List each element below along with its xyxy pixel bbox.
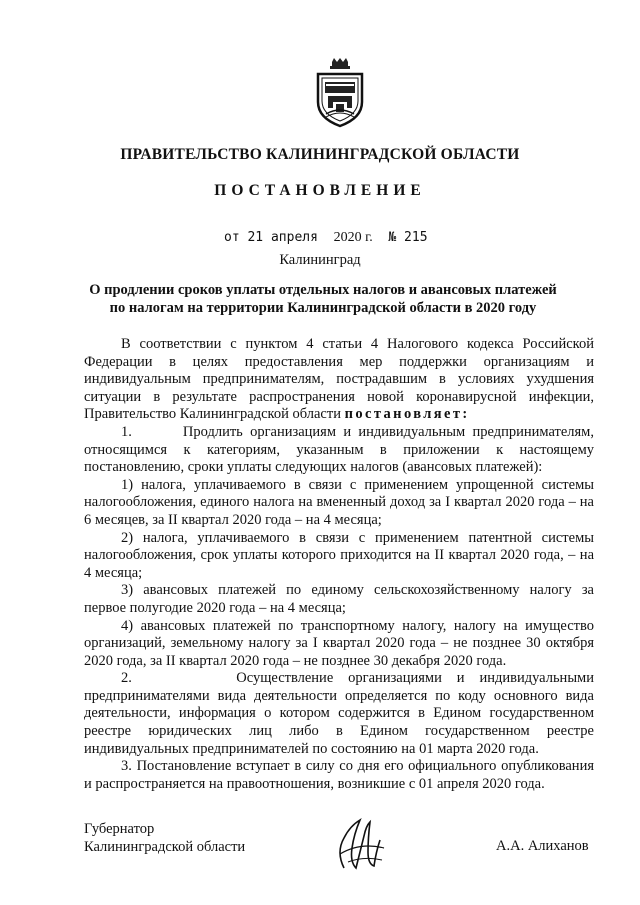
title-line-1: О продлении сроков уплаты отдельных налогов и авансовых платежей <box>89 282 557 298</box>
document-body <box>84 336 594 793</box>
decree-date: от 21 апреля <box>224 230 318 245</box>
document-type: ПОСТАНОВЛЕНИЕ <box>214 182 426 199</box>
date-number-line <box>224 230 428 246</box>
coat-of-arms-emblem <box>314 58 366 128</box>
paragraph-1: 1. Продлить организациям и индивидуальным предпринимателям, относящимся к категориям, указанным в приложении к настоящему постановлению, сроки уплаты следующих налогов (авансовых платежей): <box>84 423 594 476</box>
paragraph-2: 2. Осуществление организациями и индивидуальными предпринимателями вида деятельности определяется по коду основного вида деятельности, информация о котором содержится в Едином государственном реестре юридических лиц либо в Едином государственном реестре индивидуальных предпринимателей по состоянию на 01 марта 2020 года. <box>84 670 594 757</box>
decree-number: № 215 <box>388 230 428 245</box>
paragraph-1-item-3: 3) авансовых платежей по единому сельскохозяйственному налогу за первое полугодие 2020 года – на 4 месяца; <box>84 582 594 616</box>
decree-year: 2020 г. <box>333 230 373 245</box>
decree-word: постановляет: <box>344 406 470 423</box>
paragraph-1-item-1: 1) налога, уплачиваемого в связи с применением упрощенной системы налогообложения, единого налога на вмененный доход за I квартал 2020 года – на 6 месяцев, за II квартал 2020 года – на 4 месяца; <box>84 476 594 528</box>
city: Калининград <box>279 252 361 268</box>
signatory-position <box>84 820 245 856</box>
paragraph-1-item-4: 4) авансовых платежей по транспортному налогу, налогу на имущество организаций, земельному налогу за I квартал 2020 года – не позднее 30 октября 2020 года, за II квартал 2020 года – не позднее 30 декабря 2020 года. <box>84 617 594 669</box>
intro-text: В соответствии с пунктом 4 статьи 4 Налогового кодекса Российской Федерации в целях предоставления мер поддержки организациям и индивидуальным предпринимателям, пострадавшим в условиях ухудшения ситуации в результате распространения новой коронавирусной инфекции, Правительство Калининградской области <box>84 336 594 423</box>
title-line-2: по налогам на территории Калининградской области в 2020 году <box>109 300 537 316</box>
position-line-2: Калининградской области <box>84 839 246 855</box>
paragraph-3: 3. Постановление вступает в силу со дня его официального опубликования и распространяется на правоотношения, возникшие с 01 апреля 2020 года. <box>84 758 594 792</box>
position-line-1: Губернатор <box>84 821 155 837</box>
handwritten-signature <box>330 812 390 872</box>
document-title <box>88 281 558 317</box>
organization-name: ПРАВИТЕЛЬСТВО КАЛИНИНГРАДСКОЙ ОБЛАСТИ <box>120 146 520 163</box>
signatory-name: А.А. Алиханов <box>496 838 589 854</box>
paragraph-1-item-2: 2) налога, уплачиваемого в связи с применением патентной системы налогообложения, срок уплаты которого приходится на II квартал 2020 года, – на 4 месяца; <box>84 529 594 581</box>
paragraph-intro <box>84 336 594 424</box>
